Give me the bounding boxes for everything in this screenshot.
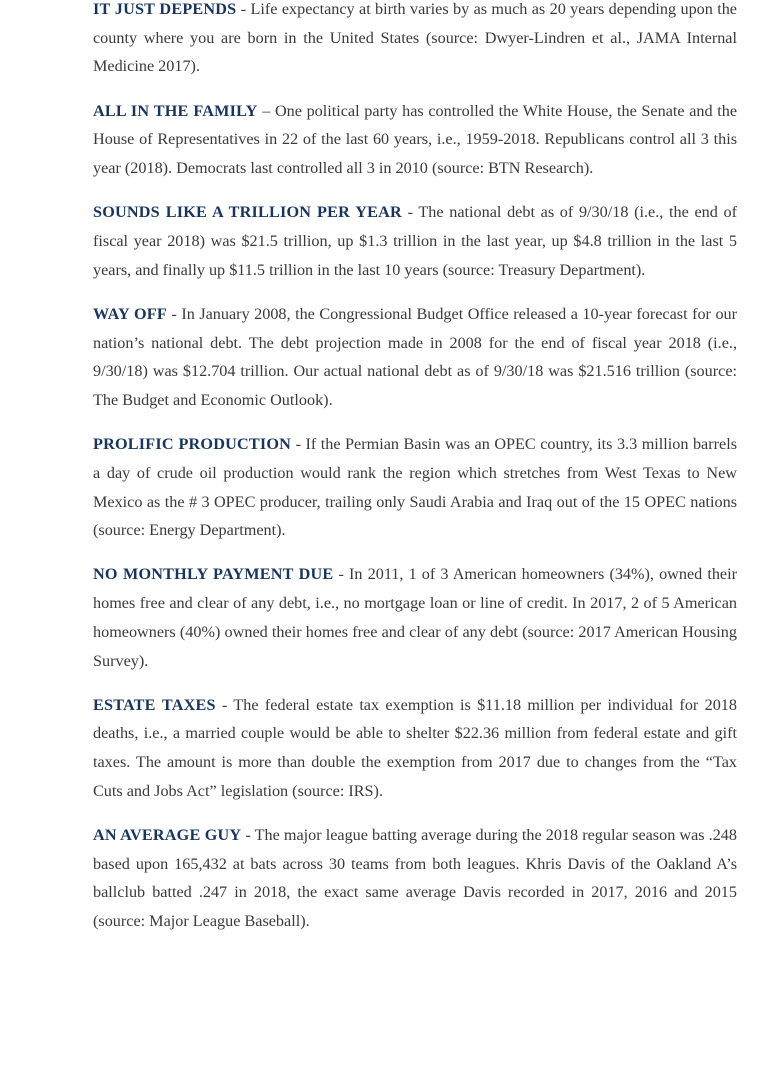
item-estate-taxes: [93, 691, 737, 806]
item-separator: -: [241, 826, 255, 845]
item-body: Life expectancy at birth varies by as much as 20 years depending upon the county where you are born in the United States (source: Dwyer-Lindren et al., JAMA Internal Medicine 2017).: [93, 0, 737, 76]
item-heading: PROLIFIC PRODUCTION: [93, 435, 292, 454]
item-body: If the Permian Basin was an OPEC country, its 3.3 million barrels a day of crude oil production would rank the region which stretches from West Texas to New Mexico as the # 3 OPEC producer, trailing only Saudi Arabia and Iraq out of the 15 OPEC nations (source: Energy Department).: [93, 435, 738, 540]
item-separator: -: [291, 435, 306, 454]
item-heading: WAY OFF: [93, 304, 167, 323]
item-separator: -: [401, 203, 419, 222]
item-all-in-the-family: [93, 97, 737, 183]
item-body: The major league batting average during the 2018 regular season was .248 based upon 165,432 at bats across 30 teams from both leagues. Khris Davis of the Oakland A’s ballclub batted .247 in 2018, the exact same average Davis recorded in 2017, 2016 and 2015 (source: Major League Baseball).: [93, 826, 737, 931]
item-heading: ALL IN THE FAMILY: [93, 101, 258, 120]
item-prolific-production: [93, 430, 737, 545]
item-average-guy: [93, 821, 737, 936]
item-body: In January 2008, the Congressional Budget Office released a 10-year forecast for our nation’s national debt. The debt projection made in 2008 for the end of fiscal year 2018 (i.e., 9/30/18) was $12.704 trillion. Our actual national debt as of 9/30/18 was $21.516 trillion (source: The Budget and Economic Outlook).: [93, 304, 738, 409]
item-separator: -: [166, 304, 182, 323]
item-body: The federal estate tax exemption is $11.18 million per individual for 2018 deaths, i.e., a married couple would be able to shelter $22.36 million from federal estate and gift taxes. The amount is more than double the exemption from 2017 due to changes from the “Tax Cuts and Jobs Act” legislation (source: IRS).: [93, 695, 737, 800]
item-separator: -: [236, 0, 251, 18]
item-body: The national debt as of 9/30/18 (i.e., the end of fiscal year 2018) was $21.5 trillion, up $1.3 trillion in the last year, up $4.8 trillion in the last 5 years, and finally up $11.5 trillion in the last 10 years (source: Treasury Department).: [93, 203, 737, 279]
item-body: One political party has controlled the White House, the Senate and the House of Representatives in 22 of the last 60 years, i.e., 1959-2018. Republicans control all 3 this year (2018). Democrats last controlled all 3 in 2010 (source: BTN Research).: [93, 101, 738, 178]
item-it-just-depends: [93, 0, 737, 81]
item-separator: -: [333, 565, 350, 584]
item-no-monthly-payment: [93, 560, 737, 675]
item-heading: AN AVERAGE GUY: [93, 826, 242, 845]
item-way-off: [93, 300, 737, 415]
item-heading: NO MONTHLY PAYMENT DUE: [93, 565, 334, 584]
item-separator: –: [257, 101, 275, 120]
item-trillion-per-year: [93, 198, 737, 284]
item-heading: ESTATE TAXES: [93, 695, 216, 714]
item-heading: IT JUST DEPENDS: [93, 0, 237, 18]
document-page: [93, 0, 737, 951]
item-heading: SOUNDS LIKE A TRILLION PER YEAR: [93, 203, 402, 222]
item-separator: -: [215, 695, 234, 714]
item-body: In 2011, 1 of 3 American homeowners (34%), owned their homes free and clear of any debt, i.e., no mortgage loan or line of credit. In 2017, 2 of 5 American homeowners (40%) owned their homes free and clear of any debt (source: 2017 American Housing Survey).: [93, 565, 738, 670]
